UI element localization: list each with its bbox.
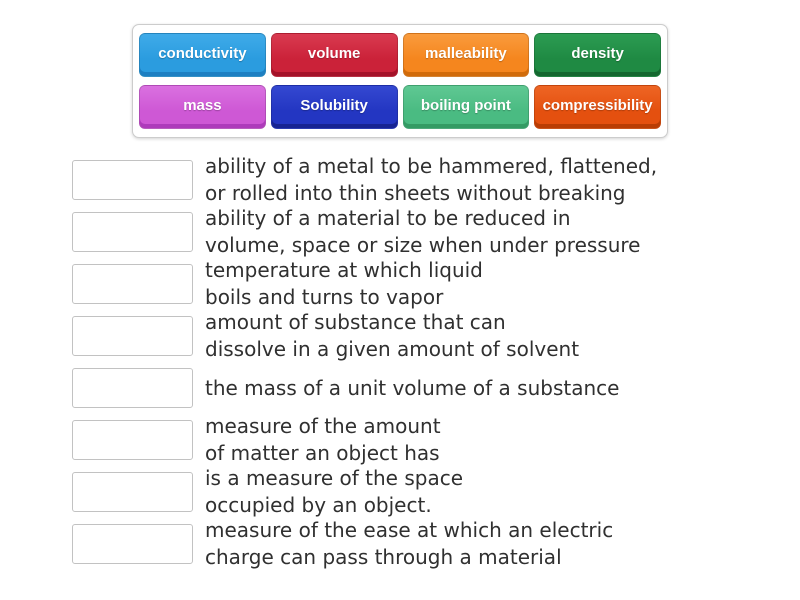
match-row <box>72 414 732 466</box>
definition-line: of matter an object has <box>205 441 440 465</box>
definition-text <box>205 375 619 402</box>
definition-text <box>205 517 613 571</box>
drop-slot[interactable] <box>72 212 193 252</box>
definition-line: volume, space or size when under pressure <box>205 233 641 257</box>
definition-line: measure of the ease at which an electric <box>205 518 614 542</box>
definition-line: temperature at which liquid <box>205 258 483 282</box>
word-bank <box>132 24 668 138</box>
word-bank-grid <box>139 33 661 129</box>
word-tile-conductivity[interactable]: conductivity <box>139 33 266 77</box>
definition-line: ability of a metal to be hammered, flattened, <box>205 154 658 178</box>
word-tile-malleability[interactable]: malleability <box>403 33 530 77</box>
definition-line: charge can pass through a material <box>205 545 562 569</box>
definition-line: amount of substance that can <box>205 310 506 334</box>
definition-text <box>205 153 657 207</box>
drop-slot[interactable] <box>72 420 193 460</box>
definition-line: dissolve in a given amount of solvent <box>205 337 580 361</box>
word-tile-boiling-point[interactable]: boiling point <box>403 85 530 129</box>
definition-line: ability of a material to be reduced in <box>205 206 571 230</box>
definition-line: boils and turns to vapor <box>205 285 444 309</box>
definition-text <box>205 413 441 467</box>
word-tile-mass[interactable]: mass <box>139 85 266 129</box>
drop-slot[interactable] <box>72 472 193 512</box>
word-tile-compressibility[interactable]: compressibility <box>534 85 661 129</box>
definition-text <box>205 309 579 363</box>
match-row <box>72 154 732 206</box>
definition-line: measure of the amount <box>205 414 441 438</box>
definition-line: is a measure of the space <box>205 466 464 490</box>
match-row <box>72 362 732 414</box>
word-tile-volume[interactable]: volume <box>271 33 398 77</box>
match-row <box>72 310 732 362</box>
definition-line: occupied by an object. <box>205 493 432 517</box>
match-row <box>72 258 732 310</box>
drop-slot[interactable] <box>72 264 193 304</box>
match-row <box>72 466 732 518</box>
definition-line: or rolled into thin sheets without breaking <box>205 181 626 205</box>
match-list <box>72 154 732 570</box>
definition-text <box>205 257 483 311</box>
word-tile-density[interactable]: density <box>534 33 661 77</box>
drop-slot[interactable] <box>72 160 193 200</box>
definition-text <box>205 205 640 259</box>
match-row <box>72 206 732 258</box>
drop-slot[interactable] <box>72 316 193 356</box>
definition-line: the mass of a unit volume of a substance <box>205 375 620 400</box>
definition-text <box>205 465 463 519</box>
drop-slot[interactable] <box>72 368 193 408</box>
drop-slot[interactable] <box>72 524 193 564</box>
match-row <box>72 518 732 570</box>
word-tile-solubility[interactable]: Solubility <box>271 85 398 129</box>
